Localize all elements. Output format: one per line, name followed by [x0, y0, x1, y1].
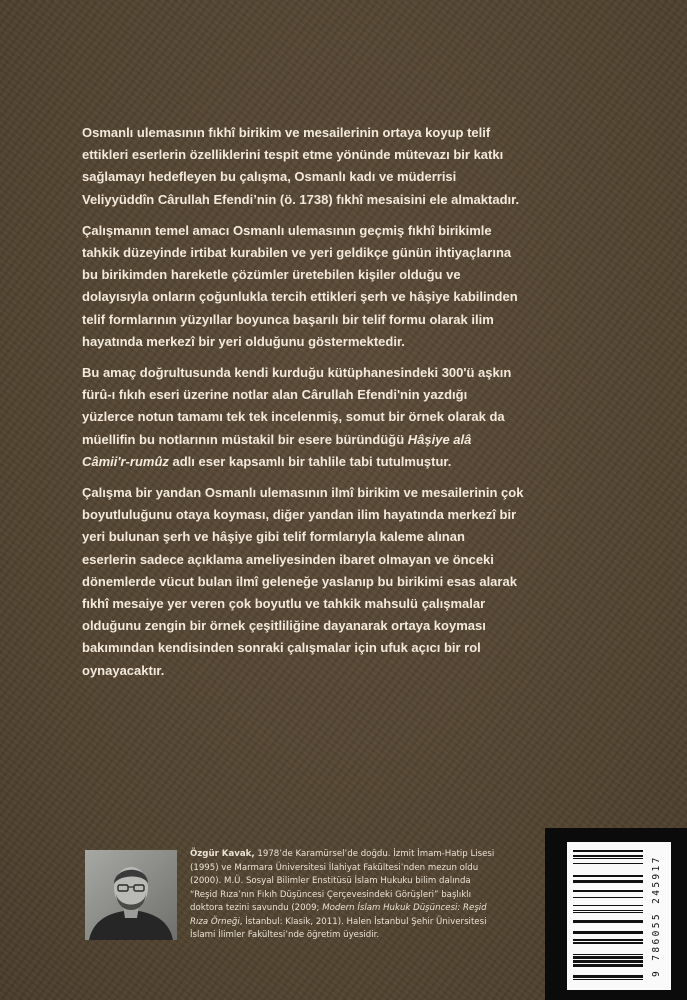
barcode-bar: [573, 939, 643, 941]
blurb-line: Çalışmanın temel amacı Osmanlı ulemasının geçmiş fıkhî birikimle: [82, 222, 492, 238]
barcode-bar: [573, 956, 643, 959]
book-title: Rıza Örneği: [190, 916, 240, 927]
barcode-bar: [573, 875, 643, 877]
barcode-bar: [573, 890, 643, 892]
work-title: Câmii'r-rumûz: [82, 453, 169, 469]
blurb-line: dolayısıyla onların çoğunlukla tercih ettikleri şerh ve hâşiye kabilinden: [82, 289, 518, 305]
barcode-bar: [573, 920, 643, 923]
blurb-paragraph-4: [82, 482, 627, 682]
barcode-bar: [573, 910, 643, 911]
bio-line: İslami İlimler Fakültesi’nde öğretim üyesidir.: [190, 930, 380, 940]
bio-line: [190, 848, 520, 862]
blurb-line: Veliyyüddîn Cârullah Efendi’nin (ö. 1738) fıkhî mesaisini ele almaktadır.: [82, 191, 520, 207]
blurb-text: adlı eser kapsamlı bir tahlile tabi tutulmuştur.: [172, 453, 452, 469]
bio-text: 1978’de Karamürsel’de doğdu. İzmit İmam-Hatip Lisesi: [257, 849, 495, 859]
author-photo: [85, 850, 177, 940]
blurb-paragraph-2: [82, 220, 627, 353]
barcode-bar: [573, 954, 643, 955]
blurb-line: [82, 451, 627, 473]
blurb-line: hayatında merkezî bir yeri olduğunu göstermektedir.: [82, 333, 405, 349]
barcode-bar: [573, 905, 643, 906]
author-name: Özgür Kavak,: [190, 849, 255, 859]
blurb-line: eserlerin sadece açıklama ameliyesinden ibaret olmayan ve önceki: [82, 551, 494, 567]
blurb-line: telif formlarının yüzyıllar boyunca başarılı bir telif formu olarak ilim: [82, 311, 494, 327]
bio-line: (2000). M.Ü. Sosyal Bilimler Enstitüsü İslam Hukuku bilim dalında: [190, 876, 471, 886]
blurb-text: müellifin bu notlarının müstakil bir esere büründüğü: [82, 431, 405, 447]
blurb-line: Bu amaç doğrultusunda kendi kurduğu kütüphanesindeki 300'ü aşkın: [82, 365, 512, 381]
blurb-paragraph-3: [82, 362, 627, 473]
blurb-line: [82, 429, 627, 451]
blurb-line: fıkhî mesaiye yer veren çok boyutlu ve tahkik mahsulü çalışmalar: [82, 596, 486, 612]
blurb-line: olduğunu zengin bir örnek çeşitliliğine dayanarak ortaya koyması: [82, 618, 486, 634]
blurb-line: yeri bulunan şerh ve hâşiye gibi telif formlarıyla kaleme alınan: [82, 529, 465, 545]
blurb-line: sağlamayı hedefleyen bu çalışma, Osmanlı kadı ve müderrisi: [82, 169, 457, 185]
barcode-bar: [573, 979, 643, 980]
barcode-bar: [573, 912, 643, 913]
blurb-line: ettikleri eserlerin özelliklerini tespit etme yönünde mütevazı bir katkı: [82, 147, 504, 163]
barcode-panel: [545, 828, 687, 1000]
back-cover-blurb: [82, 122, 627, 691]
blurb-line: dönemlerde vücut bulan ilmî geleneğe yaslanıp bu birikimi esas alarak: [82, 573, 517, 589]
blurb-line: Çalışma bir yandan Osmanlı ulemasının ilmî birikim ve mesailerinin çok: [82, 485, 524, 501]
book-title: Modern İslam Hukuk Düşüncesi: Reşid: [322, 903, 487, 913]
barcode-bar: [573, 975, 643, 978]
barcode-bar: [573, 964, 643, 967]
isbn-barcode: [567, 842, 671, 990]
bio-line: [190, 902, 520, 916]
bio-line: “Reşid Rıza’nın Fıkıh Düşüncesi Çerçevesindeki Görüşleri” başlıklı: [190, 889, 471, 900]
work-title: Hâşiye alâ: [407, 431, 472, 447]
blurb-line: bakımından kendisinden sonraki çalışmalar için ufuk açıcı bir rol: [82, 640, 481, 656]
isbn-number: 9 786055 245917: [651, 855, 662, 977]
author-portrait-icon: [85, 850, 177, 940]
blurb-line: oynayacaktır.: [82, 662, 165, 678]
author-bio: [190, 848, 520, 943]
blurb-line: tahkik düzeyinde irtibat kurabilen ve yeri geldikçe günün ihtiyaçlarına: [82, 245, 512, 261]
barcode-bar: [573, 855, 643, 857]
barcode-bar: [573, 931, 643, 934]
barcode-bar: [573, 863, 643, 864]
blurb-line: fürû-ı fıkıh eseri üzerine notlar alan Cârullah Efendi'nin yazdığı: [82, 387, 468, 403]
barcode-bar: [573, 897, 643, 898]
bio-text: doktora tezini savundu (2009;: [190, 903, 320, 913]
blurb-paragraph-1: [82, 122, 627, 211]
barcode-bar: [573, 880, 643, 883]
barcode-bar: [573, 942, 643, 944]
barcode-bar: [573, 858, 643, 859]
bio-line: [190, 916, 520, 930]
barcode-bar: [573, 850, 643, 852]
bio-line: (1995) ve Marmara Üniversitesi İlahiyat Fakültesi’nden mezun oldu: [190, 862, 479, 873]
blurb-line: bu birikimden hareketle çözümler üretebilen kişiler olduğu ve: [82, 267, 461, 283]
barcode-bar: [573, 960, 643, 963]
blurb-line: yüzlerce notun tamamı tek tek incelenmiş, somut bir örnek olarak da: [82, 409, 505, 425]
bio-text: , İstanbul: Klasik, 2011). Halen İstanbul Şehir Üniversitesi: [239, 916, 487, 927]
blurb-line: Osmanlı ulemasının fıkhî birikim ve mesailerinin ortaya koyup telif: [82, 125, 491, 140]
blurb-line: boyutluluğunu otaya koyması, diğer yandan ilim hayatında merkezî bir: [82, 507, 517, 523]
